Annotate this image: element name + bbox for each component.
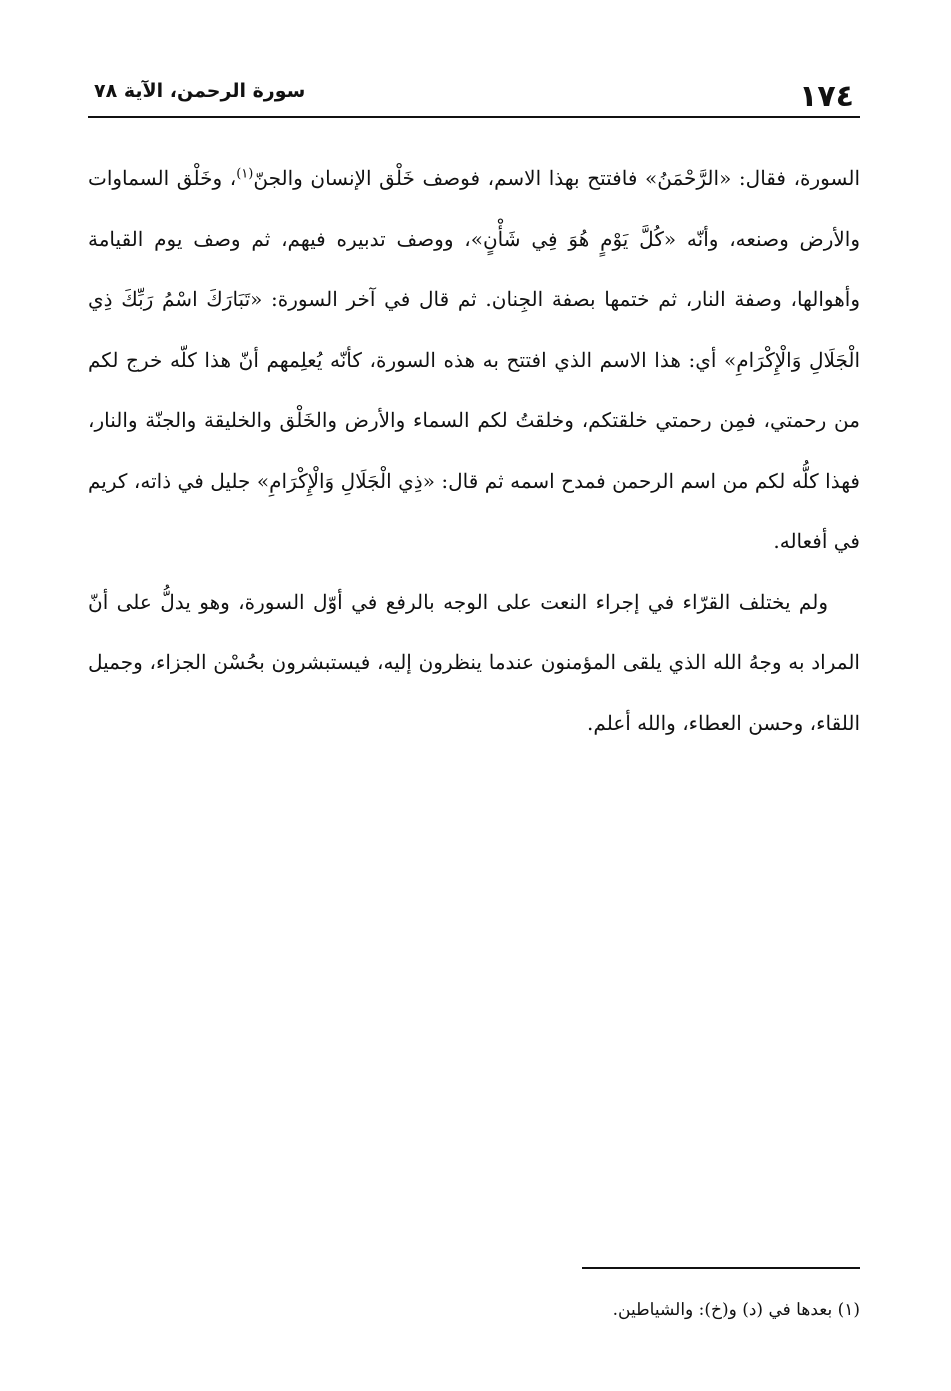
paragraph-1 — [88, 148, 860, 572]
footnote-reference: (١) — [236, 166, 254, 182]
footnote-1: (١) بعدها في (د) و(خ): والشياطين. — [612, 1300, 860, 1320]
body-text — [88, 148, 860, 753]
footnote-rule — [582, 1267, 860, 1269]
page-number: ١٧٤ — [799, 79, 854, 114]
paragraph-1-start: السورة، فقال: «الرَّحْمَنُ» فافتتح بهذا الاسم، فوصف خَلْق الإنسان والجنّ — [253, 166, 860, 190]
paragraph-1-rest: ، وخَلْق السماوات والأرض وصنعه، وأنّه «كُلَّ يَوْمٍ هُوَ فِي شَأْنٍ»، ووصف تدبيره فيهم، ثم وصف يوم القيامة وأهوالها، وصفة النار، ثم ختمها بصفة الجِنان. ثم قال في آخر السورة: «تَبَارَكَ اسْمُ رَبِّكَ ذِي الْجَلَالِ وَالْإِكْرَامِ» أي: هذا الاسم الذي افتتح به هذه السورة، كأنّه يُعلِمهم أنّ هذا كلّه خرج لكم من رحمتي، فمِن رحمتي خلقتكم، وخلقتُ لكم السماء والأرض والخَلْق والخليقة والجنّة والنار، فهذا كلُّه لكم من اسم الرحمن فمدح اسمه ثم قال: «ذِي الْجَلَالِ وَالْإِكْرَامِ» جليل في ذاته، كريم في أفعاله. — [88, 166, 860, 553]
running-head: سورة الرحمن، الآية ٧٨ — [94, 80, 306, 102]
header-rule — [88, 116, 860, 118]
paragraph-2: ولم يختلف القرّاء في إجراء النعت على الوجه بالرفع في أوّل السورة، وهو يدلُّ على أنّ المراد به وجهُ الله الذي يلقى المؤمنون عندما ينظرون إليه، فيستبشرون بحُسْن الجزاء، وجميل اللقاء، وحسن العطاء، والله أعلم. — [88, 589, 860, 735]
page-header — [88, 70, 860, 116]
